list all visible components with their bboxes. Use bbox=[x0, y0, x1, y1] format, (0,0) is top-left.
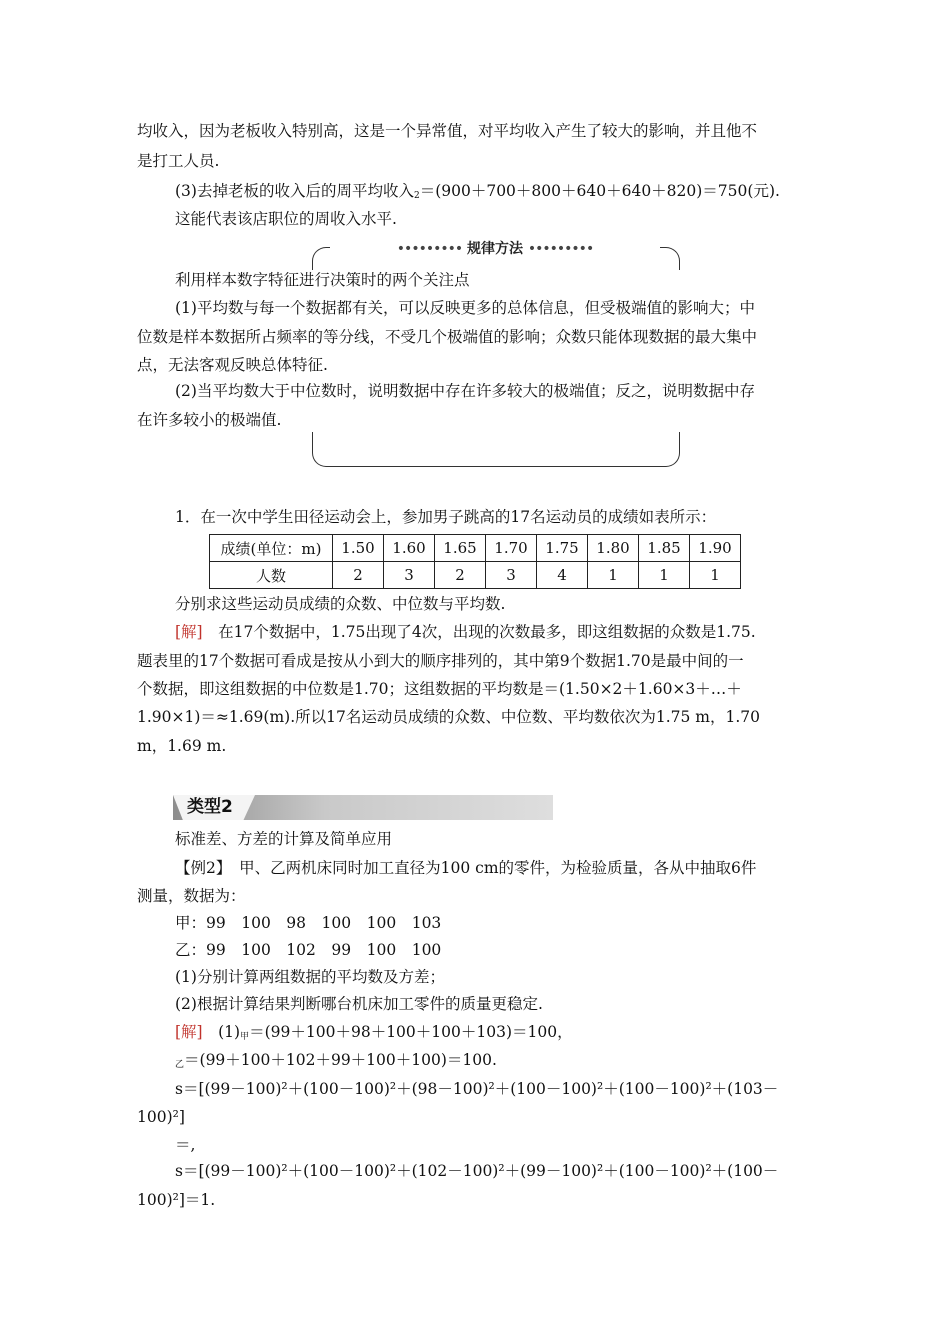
score-cell: 1.85 bbox=[639, 535, 690, 562]
score-cell: 1.90 bbox=[690, 535, 741, 562]
intro-line-1: 均收入，因为老板收入特别高，这是一个异常值，对平均收入产生了较大的影响，并且他不 bbox=[137, 122, 758, 140]
question-2: (2)根据计算结果判断哪台机床加工零件的质量更稳定. bbox=[175, 995, 543, 1013]
score-table-row-counts bbox=[210, 562, 741, 589]
example-2-solution-line-2 bbox=[175, 1050, 497, 1075]
variance-jia-line-2: 100)²] bbox=[137, 1108, 185, 1126]
exercise-1-ask: 分别求这些运动员成绩的众数、中位数与平均数. bbox=[175, 595, 506, 613]
intro-line-4: 这能代表该店职位的周收入水平. bbox=[175, 210, 397, 228]
rules-title-text: 规律方法 bbox=[467, 241, 523, 257]
variance-jia-line-1: s＝[(99－100)²＋(100－100)²＋(98－100)²＋(100－100)²＋(100－100)²＋(103－ bbox=[175, 1080, 779, 1098]
question-1: (1)分别计算两组数据的平均数及方差； bbox=[175, 968, 445, 986]
score-cell: 1.60 bbox=[384, 535, 435, 562]
example-2-line-1 bbox=[175, 858, 756, 878]
score-cell: 1.75 bbox=[537, 535, 588, 562]
rules-title-dots-right: ••••••••• bbox=[527, 241, 594, 257]
count-cell: 1 bbox=[690, 562, 741, 589]
score-cell: 1.80 bbox=[588, 535, 639, 562]
type-2-banner-label: 类型2 bbox=[187, 797, 233, 817]
solution-part-b: ＝(99＋100＋98＋100＋100＋103)＝100， bbox=[249, 1023, 573, 1041]
exercise-1-solution-line-1 bbox=[175, 622, 756, 642]
subscript-jia: 甲 bbox=[240, 1032, 250, 1042]
count-cell: 2 bbox=[435, 562, 486, 589]
solution-part-a: (1) bbox=[218, 1023, 241, 1041]
score-cell: 1.50 bbox=[333, 535, 384, 562]
rules-box-bottom-frame bbox=[312, 432, 680, 467]
solution-tag: [解] bbox=[175, 623, 203, 641]
score-cell: 1.70 bbox=[486, 535, 537, 562]
count-cell: 1 bbox=[588, 562, 639, 589]
intro-line-3-b: ＝(900＋700＋800＋640＋640＋820)＝750(元). bbox=[419, 182, 780, 200]
rules-p2-line-2: 在许多较小的极端值. bbox=[137, 411, 282, 429]
rules-p2-line-1: (2)当平均数大于中位数时，说明数据中存在许多较大的极端值；反之，说明数据中存 bbox=[175, 382, 755, 400]
score-table-row-scores bbox=[210, 535, 741, 562]
subscript-yi: 乙 bbox=[175, 1060, 185, 1070]
intro-line-3 bbox=[175, 181, 780, 206]
solution-tag: [解] bbox=[175, 1023, 203, 1041]
example-2-text: 甲、乙两机床同时加工直径为100 cm的零件，为检验质量，各从中抽取6件 bbox=[239, 859, 757, 877]
exercise-1-question: 1．在一次中学生田径运动会上，参加男子跳高的17名运动员的成绩如表所示： bbox=[175, 508, 717, 526]
count-cell: 3 bbox=[486, 562, 537, 589]
exercise-1-solution-line-4: 1.90×1)＝≈1.69(m).所以17名运动员成绩的众数、中位数、平均数依次为1.75 m，1.70 bbox=[137, 708, 760, 726]
exercise-1-solution-line-2: 题表里的17个数据可看成是按从小到大的顺序排列的，其中第9个数据1.70是最中间的一 bbox=[137, 652, 744, 670]
variance-yi-line-2: 100)²]＝1. bbox=[137, 1191, 216, 1209]
rules-heading: 利用样本数字特征进行决策时的两个关注点 bbox=[175, 271, 470, 289]
score-table-header-count: 人数 bbox=[210, 562, 333, 589]
score-table-header-score: 成绩(单位：m) bbox=[210, 535, 333, 562]
rules-p1-line-2: 位数是样本数据所占频率的等分线，不受几个极端值的影响；众数只能体现数据的最大集中 bbox=[137, 328, 758, 346]
variance-jia-result: ＝, bbox=[175, 1136, 196, 1154]
type-2-banner bbox=[173, 795, 553, 820]
rules-p1-line-3: 点，无法客观反映总体特征. bbox=[137, 356, 328, 374]
count-cell: 1 bbox=[639, 562, 690, 589]
example-2-solution-line-1 bbox=[175, 1022, 573, 1047]
solution-text: 在17个数据中，1.75出现了4次，出现的次数最多，即这组数据的众数是1.75. bbox=[218, 623, 756, 641]
rules-box-title bbox=[330, 240, 660, 258]
rules-p1-line-1: (1)平均数与每一个数据都有关，可以反映更多的总体信息，但受极端值的影响大；中 bbox=[175, 299, 755, 317]
rules-title-dots-left: ••••••••• bbox=[396, 241, 463, 257]
count-cell: 3 bbox=[384, 562, 435, 589]
intro-line-2: 是打工人员. bbox=[137, 152, 220, 170]
intro-line-3-subscript: 2 bbox=[413, 191, 420, 201]
score-cell: 1.65 bbox=[435, 535, 486, 562]
type-2-heading: 标准差、方差的计算及简单应用 bbox=[175, 830, 393, 848]
solution-mean-yi: ＝(99＋100＋102＋99＋100＋100)＝100. bbox=[184, 1051, 497, 1069]
intro-line-3-a: (3)去掉老板的收入后的周平均收入 bbox=[175, 182, 414, 200]
count-cell: 2 bbox=[333, 562, 384, 589]
exercise-1-solution-line-3: 个数据，即这组数据的中位数是1.70；这组数据的平均数是＝(1.50×2＋1.60×3＋…＋ bbox=[137, 680, 742, 698]
data-jia: 甲：99 100 98 100 100 103 bbox=[175, 914, 442, 932]
example-2-line-2: 测量，数据为： bbox=[137, 887, 246, 905]
data-yi: 乙：99 100 102 99 100 100 bbox=[175, 941, 442, 959]
variance-yi-line-1: s＝[(99－100)²＋(100－100)²＋(102－100)²＋(99－100)²＋(100－100)²＋(100－ bbox=[175, 1162, 779, 1180]
score-table bbox=[209, 534, 741, 589]
example-2-tag: 【例2】 bbox=[175, 859, 224, 877]
exercise-1-solution-line-5: m，1.69 m. bbox=[137, 737, 227, 755]
count-cell: 4 bbox=[537, 562, 588, 589]
